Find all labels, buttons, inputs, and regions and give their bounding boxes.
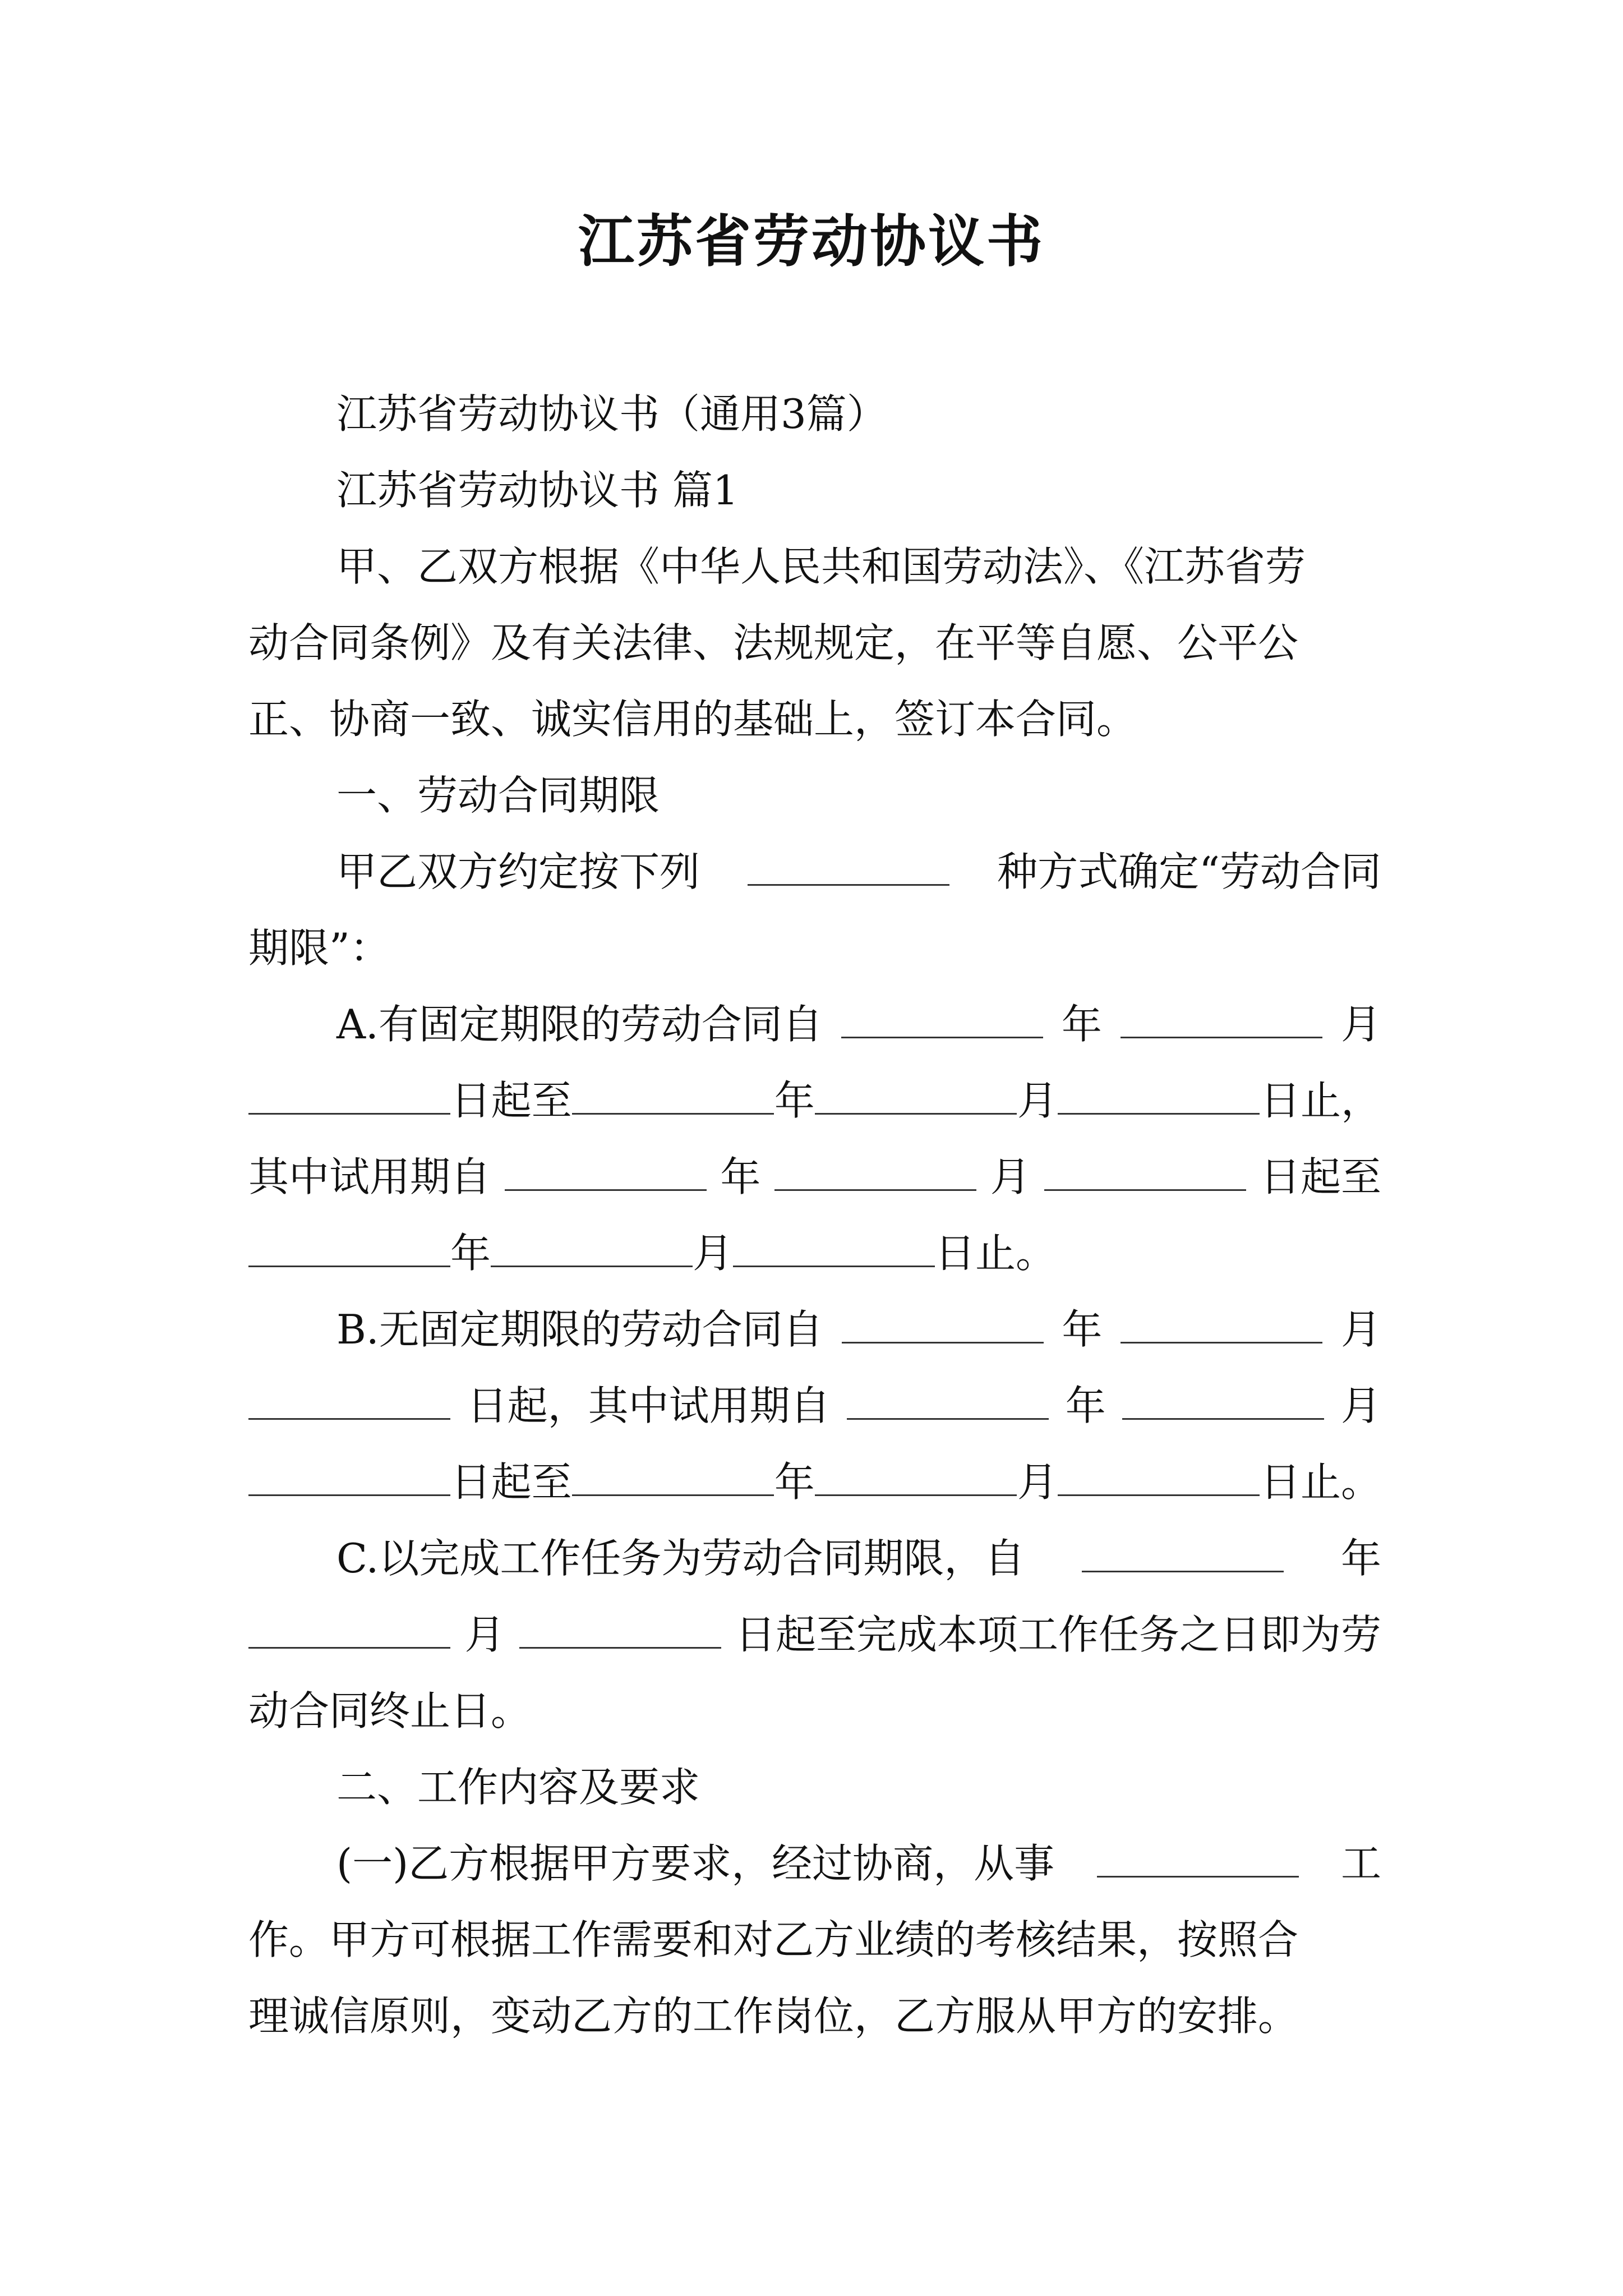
clause-c-line-3 — [248, 1673, 1381, 1749]
term-method-line — [336, 834, 1381, 910]
intro-text: 动合同条例》及有关法律、法规规定，在平等自愿、公平公 — [248, 619, 1299, 666]
intro-text: 正、协商一致、诚实信用的基础上，签订本合同。 — [248, 696, 1137, 743]
clause-text: 年 — [774, 1077, 815, 1124]
subtitle-text: 江苏省劳动协议书（通用3篇） — [336, 390, 887, 438]
section-2-heading — [336, 1749, 1381, 1825]
clause-text: 年 — [774, 1458, 815, 1506]
month-blank[interactable] — [774, 1156, 976, 1191]
clause-text: 日起，其中试用期自 — [467, 1382, 831, 1429]
clause-text: 日止。 — [1260, 1458, 1381, 1506]
clause-b-line-2 — [248, 1368, 1381, 1444]
term-method-text: 甲乙双方约定按下列 — [336, 848, 700, 895]
clause-text: B.无固定期限的劳动合同自 — [336, 1306, 823, 1353]
term-method-tail-text: 期限”： — [248, 924, 390, 972]
year-blank[interactable] — [847, 1384, 1049, 1420]
year-blank[interactable] — [248, 1613, 450, 1649]
intro-line-3 — [248, 681, 1381, 757]
clause-b-line-3 — [248, 1444, 1381, 1520]
work-text: 作。甲方可根据工作需要和对乙方业绩的考核结果，按照合 — [248, 1916, 1299, 1963]
clause-text: 月 — [1017, 1077, 1058, 1124]
clause-text: A.有固定期限的劳动合同自 — [336, 1001, 823, 1048]
clause-text: 年 — [450, 1230, 491, 1277]
clause-text: 日起至 — [450, 1458, 572, 1506]
day-blank[interactable] — [733, 1232, 935, 1267]
year-blank[interactable] — [841, 1003, 1043, 1038]
month-blank[interactable] — [1121, 1308, 1322, 1343]
section-heading-text: 一、劳动合同期限 — [336, 772, 660, 819]
clause-text: 年 — [1065, 1382, 1106, 1429]
document-subtitle — [336, 376, 1381, 452]
work-text: 工 — [1340, 1840, 1381, 1887]
work-text: (一)乙方根据甲方要求，经过协商，从事 — [336, 1840, 1055, 1887]
clause-text: 年 — [1061, 1001, 1102, 1048]
intro-line-2 — [248, 605, 1381, 681]
clause-c-line-1 — [336, 1520, 1381, 1596]
clause-c-line-2 — [248, 1596, 1381, 1673]
clause-text: 其中试用期自 — [248, 1153, 491, 1200]
clause-text: 日止。 — [935, 1230, 1057, 1277]
clause-text: C.以完成工作任务为劳动合同期限，自 — [336, 1535, 1025, 1582]
clause-text: 年 — [1062, 1306, 1103, 1353]
clause-text: 月 — [1340, 1001, 1381, 1048]
method-blank[interactable] — [748, 850, 949, 886]
clause-a-line-2 — [248, 1062, 1381, 1139]
clause-text: 日起至完成本项工作任务之日即为劳 — [735, 1611, 1381, 1658]
year-blank[interactable] — [1082, 1537, 1284, 1572]
month-blank[interactable] — [1122, 1384, 1324, 1420]
year-blank[interactable] — [248, 1232, 450, 1267]
clause-text: 日起至 — [1260, 1153, 1381, 1200]
clause-text: 月 — [1017, 1458, 1058, 1506]
clause-text: 月 — [1340, 1382, 1381, 1429]
month-blank[interactable] — [491, 1232, 693, 1267]
month-blank[interactable] — [815, 1461, 1017, 1496]
day-blank[interactable] — [248, 1384, 450, 1420]
clause-a-line-4 — [248, 1215, 1381, 1291]
year-blank[interactable] — [505, 1156, 707, 1191]
work-line-2 — [248, 1902, 1381, 1978]
term-method-tail — [248, 910, 1381, 986]
clause-text: 日起至 — [450, 1077, 572, 1124]
work-text: 理诚信原则，变动乙方的工作岗位，乙方服从甲方的安排。 — [248, 1993, 1299, 2040]
day-blank[interactable] — [1044, 1156, 1246, 1191]
intro-text: 甲、乙双方根据《中华人民共和国劳动法》、《江苏省劳 — [336, 543, 1306, 590]
clause-text: 年 — [720, 1153, 761, 1200]
term-method-text: 种方式确定“劳动合同 — [997, 848, 1381, 895]
day-blank[interactable] — [1058, 1461, 1260, 1496]
day-blank[interactable] — [248, 1461, 450, 1496]
day-blank[interactable] — [248, 1079, 450, 1115]
clause-text: 月 — [990, 1153, 1031, 1200]
section-1-heading — [336, 757, 1381, 834]
document-title: 江苏省劳动协议书 — [578, 208, 1045, 274]
clause-text: 月 — [693, 1230, 734, 1277]
month-blank[interactable] — [519, 1613, 721, 1649]
clause-a-line-1 — [336, 986, 1381, 1062]
chapter-heading — [336, 452, 1381, 528]
year-blank[interactable] — [572, 1461, 774, 1496]
month-blank[interactable] — [815, 1079, 1017, 1115]
year-blank[interactable] — [572, 1079, 774, 1115]
work-line-3 — [248, 1978, 1381, 2054]
clause-text: 月 — [1340, 1306, 1381, 1353]
month-blank[interactable] — [1121, 1003, 1322, 1038]
day-blank[interactable] — [1058, 1079, 1260, 1115]
intro-line-1 — [336, 528, 1381, 605]
clause-a-line-3 — [248, 1139, 1381, 1215]
clause-text: 动合同终止日。 — [248, 1687, 532, 1734]
clause-text: 年 — [1340, 1535, 1381, 1582]
clause-text: 月 — [464, 1611, 505, 1658]
clause-b-line-1 — [336, 1291, 1381, 1368]
section-heading-text: 二、工作内容及要求 — [336, 1764, 700, 1811]
clause-text: 日止， — [1260, 1077, 1381, 1124]
work-line-1 — [336, 1825, 1381, 1902]
job-blank[interactable] — [1097, 1842, 1299, 1878]
chapter-text: 江苏省劳动协议书 篇1 — [336, 467, 739, 514]
year-blank[interactable] — [842, 1308, 1044, 1343]
